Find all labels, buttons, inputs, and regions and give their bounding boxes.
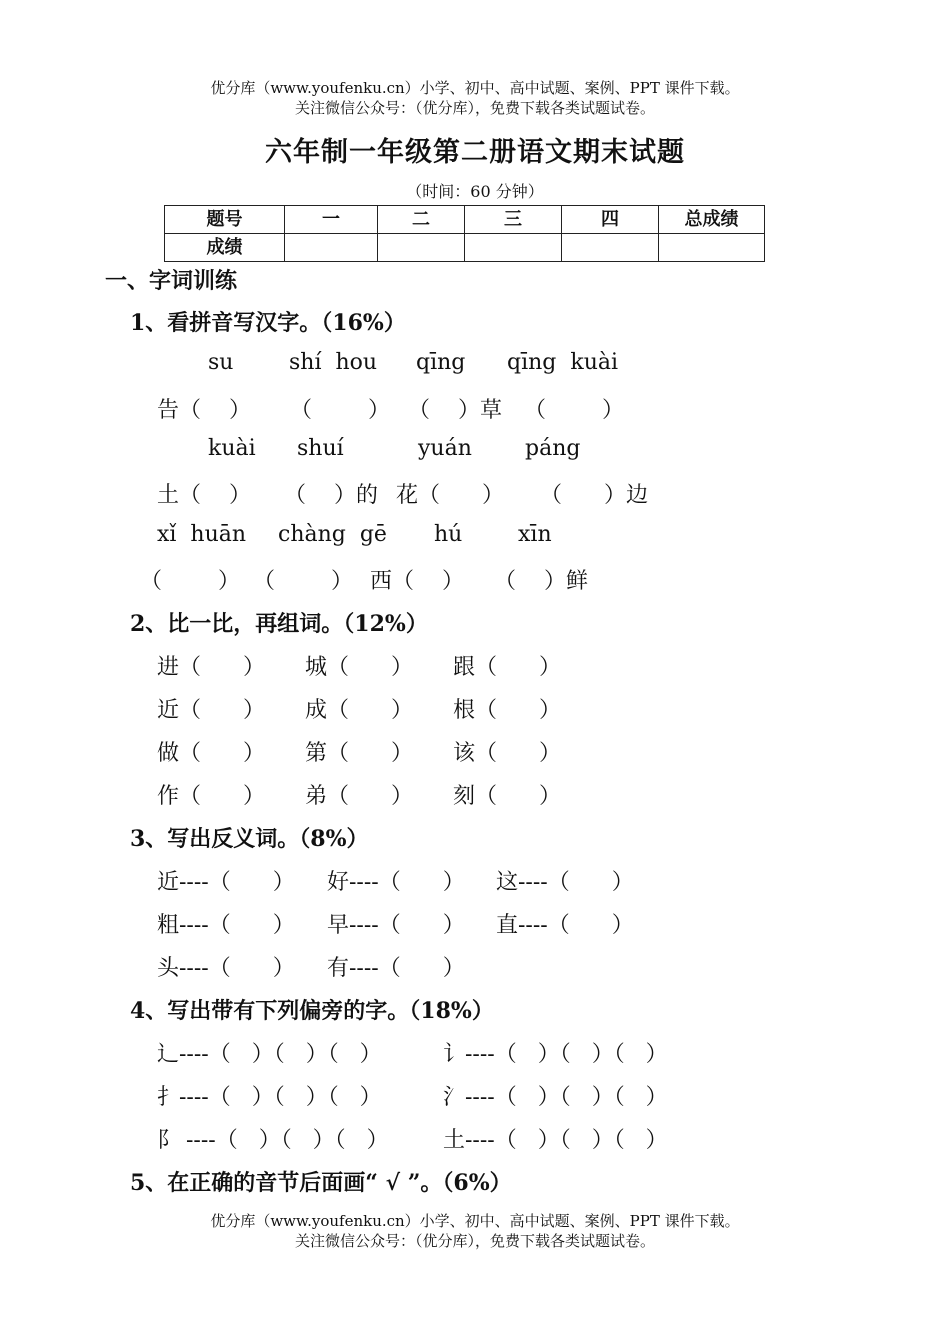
answer-blank[interactable]: 根（ ） [453, 698, 561, 723]
question-1-title: 1、看拼音写汉字。（16%） [130, 310, 406, 336]
answer-blank[interactable]: 花（ ） [396, 483, 504, 508]
pinyin: xīn [518, 522, 552, 547]
score-table-header-row [165, 206, 765, 234]
answer-blank[interactable]: 土（ ） [157, 483, 251, 508]
exam-time: （时间：60 分钟） [406, 182, 544, 201]
answer-blank[interactable]: 刻（ ） [453, 784, 561, 809]
score-table-cell: 一 [285, 206, 378, 234]
answer-blank[interactable]: 早----（ ） [327, 913, 465, 938]
pinyin: qīng [416, 350, 466, 375]
footer-line-1: 优分库（www.youfenku.cn）小学、初中、高中试题、案例、PPT 课件下载。 [210, 1212, 740, 1230]
answer-blank[interactable]: （ ）边 [540, 483, 648, 508]
score-table-cell: 题号 [165, 206, 285, 234]
answer-blank[interactable]: （ ）草 [408, 398, 502, 423]
pinyin: qīng kuài [507, 350, 619, 375]
answer-blank[interactable]: 告（ ） [157, 398, 251, 423]
answer-blank[interactable]: 近（ ） [157, 698, 265, 723]
answer-blank[interactable]: （ ）鲜 [494, 569, 588, 594]
pinyin: shuí [297, 436, 344, 461]
answer-blank[interactable]: 氵----（ ）（ ）（ ） [443, 1085, 668, 1110]
answer-blank[interactable]: 讠----（ ）（ ）（ ） [443, 1042, 668, 1067]
answer-blank[interactable]: 跟（ ） [453, 655, 561, 680]
answer-blank[interactable]: 扌----（ ）（ ）（ ） [157, 1085, 382, 1110]
answer-blank[interactable]: 头----（ ） [157, 956, 295, 981]
pinyin: yuán [418, 436, 472, 461]
pinyin: hú [434, 522, 463, 547]
header-line-1: 优分库（www.youfenku.cn）小学、初中、高中试题、案例、PPT 课件下载。 [210, 79, 740, 97]
answer-blank[interactable]: 第（ ） [305, 741, 413, 766]
answer-blank[interactable]: 弟（ ） [305, 784, 413, 809]
score-table-cell: 四 [562, 206, 659, 234]
answer-blank[interactable]: 城（ ） [305, 655, 413, 680]
score-input-cell[interactable] [465, 234, 562, 262]
answer-blank[interactable]: （ ） [290, 398, 390, 423]
question-5-title: 5、在正确的音节后面画“ √ ”。（6%） [130, 1170, 512, 1196]
answer-blank[interactable]: 西（ ） [370, 569, 464, 594]
answer-blank[interactable]: 土----（ ）（ ）（ ） [443, 1128, 668, 1153]
answer-blank[interactable]: 进（ ） [157, 655, 265, 680]
score-table [164, 205, 765, 262]
score-input-cell[interactable] [378, 234, 465, 262]
question-4-title: 4、写出带有下列偏旁的字。（18%） [130, 998, 494, 1024]
pinyin: kuài [208, 436, 256, 461]
answer-blank[interactable]: （ ） [253, 569, 353, 594]
answer-blank[interactable]: 有----（ ） [327, 956, 465, 981]
pinyin: shí hou [289, 350, 378, 375]
answer-blank[interactable]: 直----（ ） [496, 913, 634, 938]
answer-blank[interactable]: 粗----（ ） [157, 913, 295, 938]
answer-blank[interactable]: （ ）的 [284, 483, 378, 508]
pinyin: páng [525, 436, 581, 461]
question-2-title: 2、比一比，再组词。（12%） [130, 611, 428, 637]
score-table-cell: 成绩 [165, 234, 285, 262]
answer-blank[interactable]: 阝 ----（ ）（ ）（ ） [157, 1128, 389, 1153]
pinyin: su [208, 350, 234, 375]
pinyin: xǐ huān [157, 522, 247, 547]
answer-blank[interactable]: 做（ ） [157, 741, 265, 766]
score-input-cell[interactable] [659, 234, 765, 262]
pinyin: chàng gē [278, 522, 387, 547]
answer-blank[interactable]: （ ） [140, 569, 240, 594]
score-table-cell: 总成绩 [659, 206, 765, 234]
answer-blank[interactable]: 成（ ） [305, 698, 413, 723]
answer-blank[interactable]: （ ） [524, 398, 624, 423]
header-line-2: 关注微信公众号：（优分库），免费下载各类试题试卷。 [294, 99, 655, 117]
score-table-cell: 二 [378, 206, 465, 234]
answer-blank[interactable]: 作（ ） [157, 784, 265, 809]
footer-line-2: 关注微信公众号：（优分库），免费下载各类试题试卷。 [294, 1232, 655, 1250]
page-title: 六年制一年级第二册语文期末试题 [265, 137, 685, 168]
section-heading: 一、字词训练 [105, 268, 238, 294]
answer-blank[interactable]: 好----（ ） [327, 870, 465, 895]
answer-blank[interactable]: 该（ ） [453, 741, 561, 766]
score-input-cell[interactable] [562, 234, 659, 262]
question-3-title: 3、写出反义词。（8%） [130, 826, 369, 852]
answer-blank[interactable]: 近----（ ） [157, 870, 295, 895]
answer-blank[interactable]: 这----（ ） [496, 870, 634, 895]
answer-blank[interactable]: 辶----（ ）（ ）（ ） [157, 1042, 382, 1067]
score-input-cell[interactable] [285, 234, 378, 262]
score-table-cell: 三 [465, 206, 562, 234]
score-table-score-row [165, 234, 765, 262]
